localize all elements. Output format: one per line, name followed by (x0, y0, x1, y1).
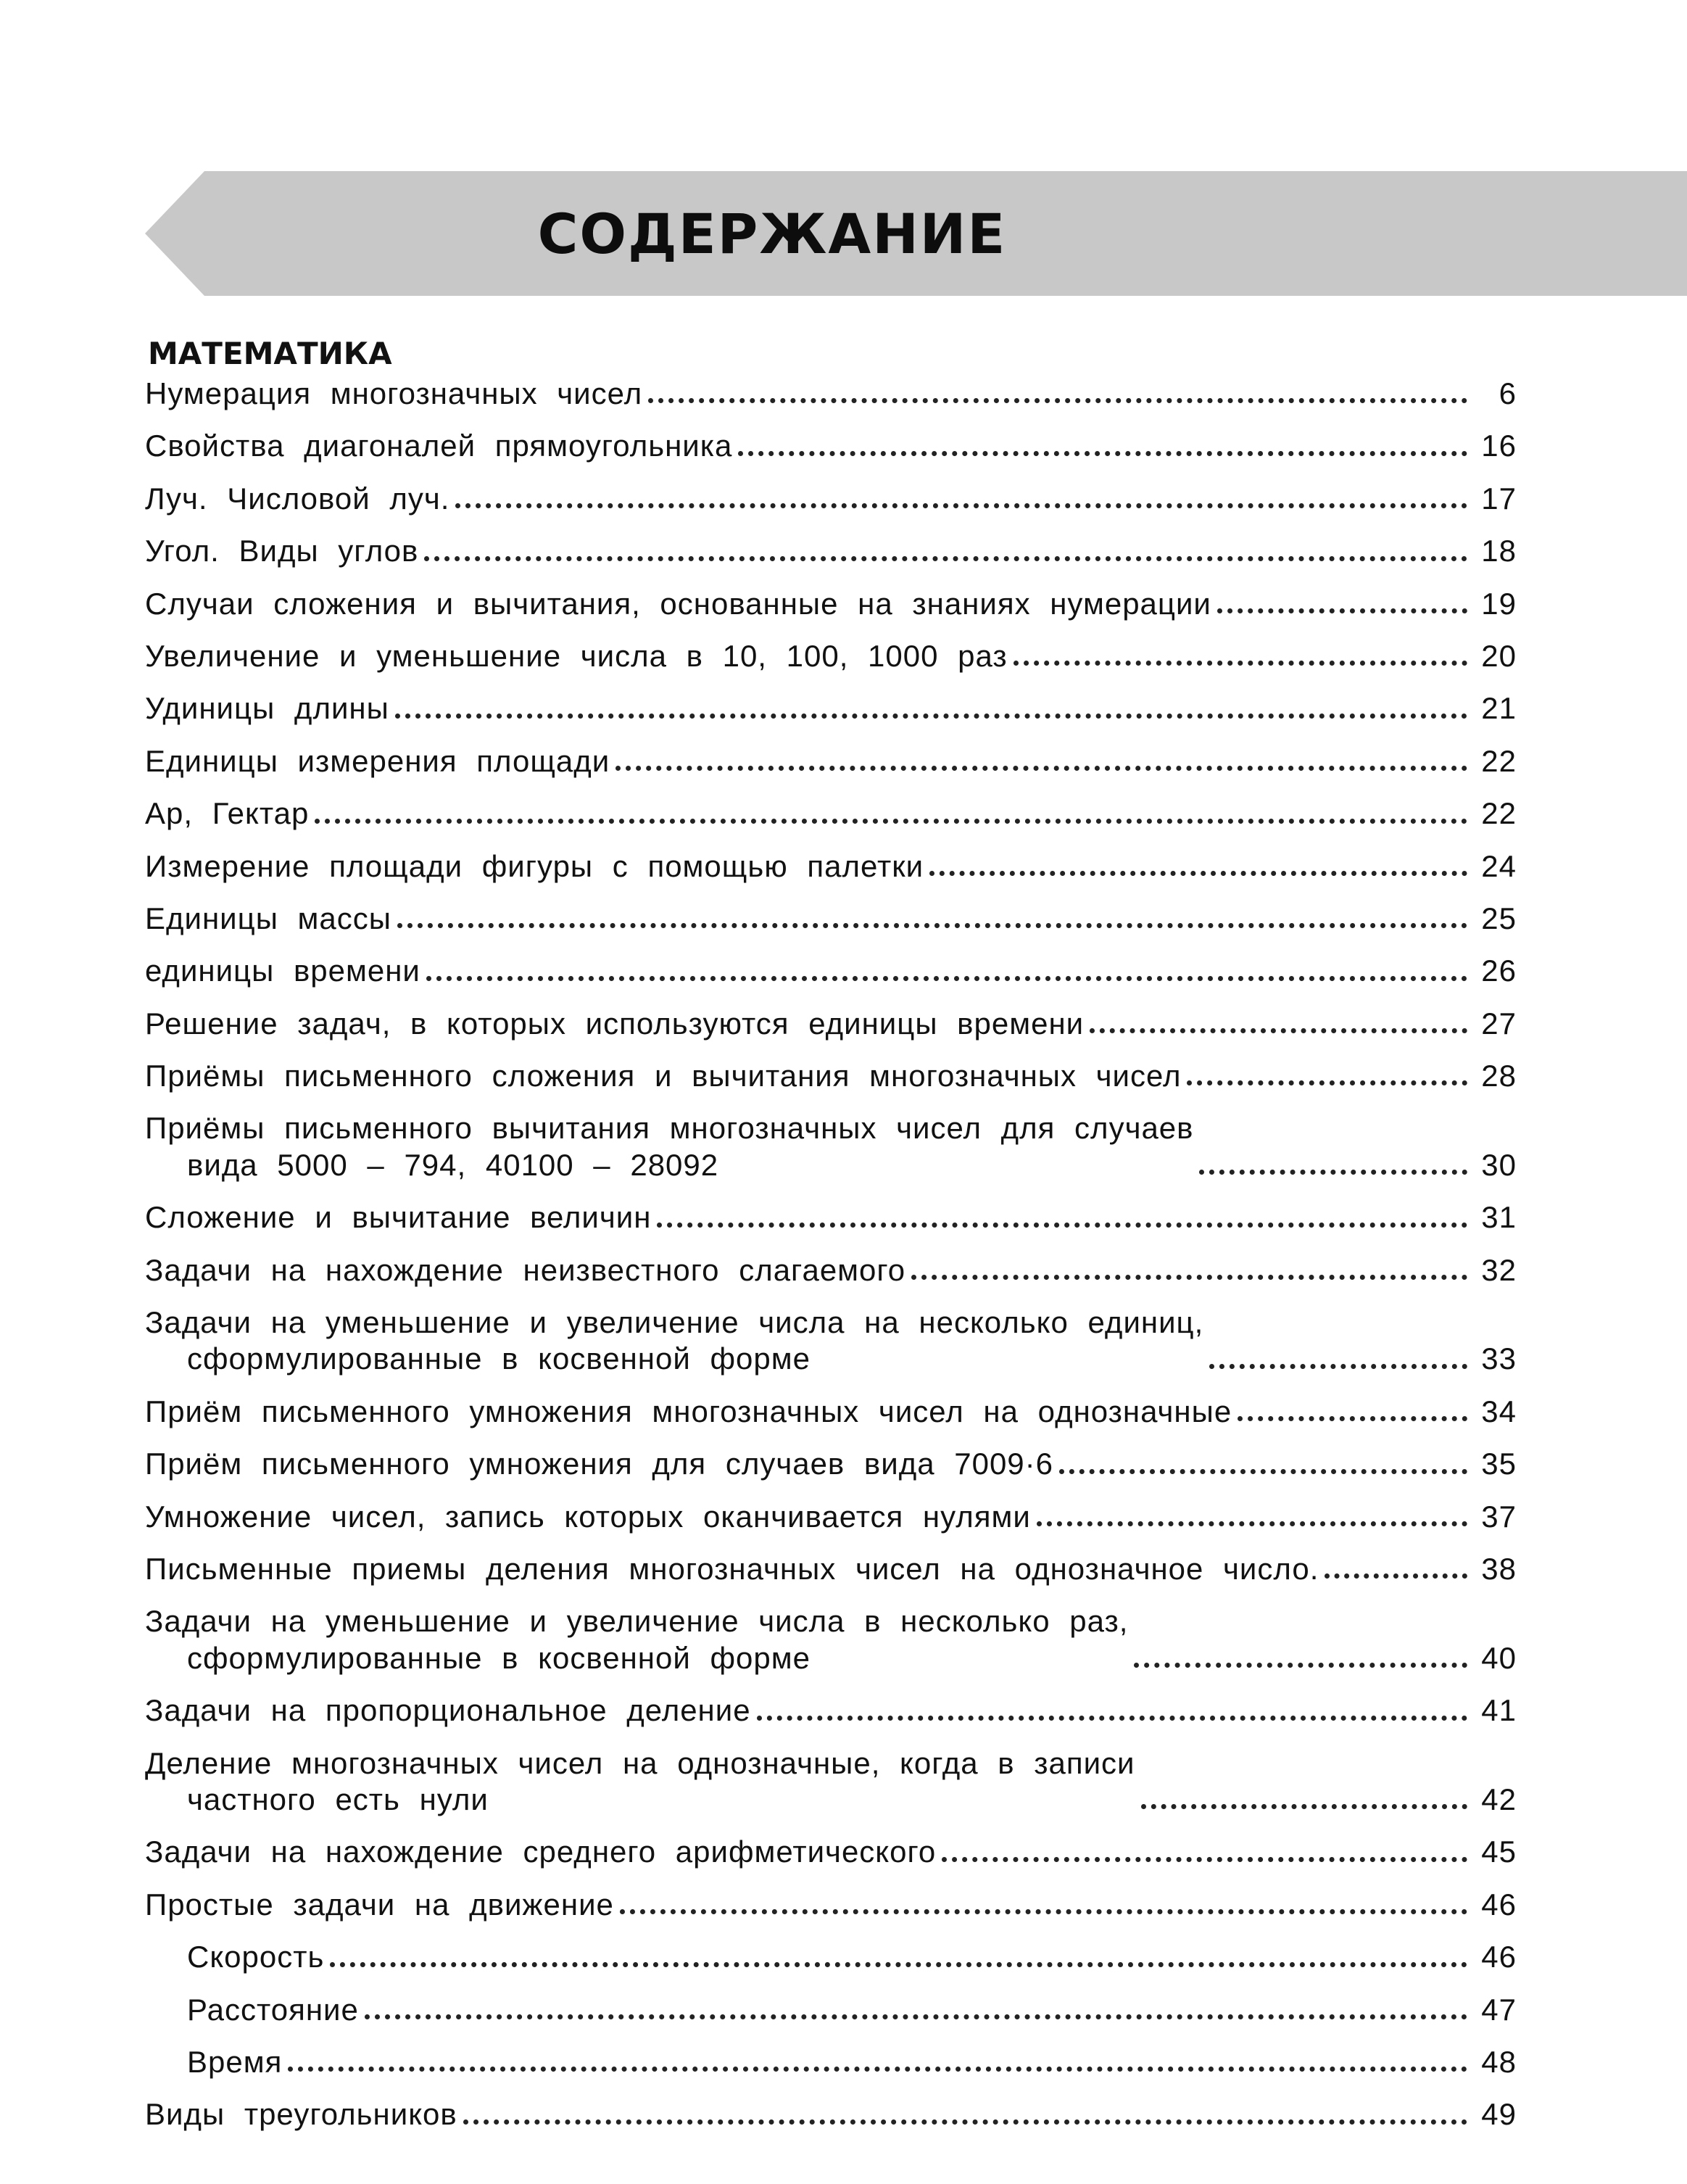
toc-entry[interactable] (145, 2044, 1517, 2080)
dot-leader (757, 1716, 1467, 1721)
toc-entry-title-line: Письменные приемы деления многозначных чисел на однозначное число. (145, 1551, 1319, 1586)
toc-entry-page-number: 45 (1481, 1835, 1517, 1869)
dot-leader (455, 503, 1467, 508)
toc-entry-page-number: 32 (1481, 1252, 1517, 1287)
toc-entry-title-line: Приём письменного умножения для случаев вида 7009·6 (145, 1447, 1054, 1481)
toc-entry-title-line: Скорость (187, 1940, 325, 1974)
toc-entry-label-wrap (145, 1199, 1472, 1236)
toc-entry-page-number: 16 (1481, 429, 1517, 463)
section-heading: МАТЕМАТИКА (148, 336, 392, 371)
dot-leader (929, 871, 1467, 876)
dot-leader (620, 1909, 1467, 1914)
toc-entry-page-number: 22 (1481, 796, 1517, 831)
toc-entry-page-number: 20 (1481, 638, 1517, 673)
toc-entry[interactable] (145, 1551, 1517, 1587)
toc-entry-title-line: Простые задачи на движение (145, 1887, 614, 1922)
toc-entry-label-wrap (145, 1252, 1472, 1289)
toc-entry[interactable] (145, 1058, 1517, 1094)
toc-entry[interactable] (145, 481, 1517, 517)
toc-entry-title-line: Задачи на уменьшение и увеличение числа в несколько раз, (145, 1604, 1129, 1639)
dot-leader (395, 713, 1467, 719)
toc-entry-title (145, 1834, 936, 1870)
toc-entry-page-number: 34 (1481, 1394, 1517, 1428)
toc-entry-title-line: Ар, Гектар (145, 796, 310, 831)
toc-entry-title (145, 1304, 1203, 1378)
toc-entry-title-line: Сложение и вычитание величин (145, 1200, 652, 1235)
toc-entry-title (145, 1394, 1232, 1430)
toc-entry-title-line: Задачи на пропорциональное деление (145, 1693, 751, 1728)
toc-entry-title (145, 376, 642, 412)
toc-entry-label-wrap (145, 638, 1472, 674)
dot-leader (1199, 1170, 1467, 1175)
toc-entry-page-number: 49 (1481, 2097, 1517, 2132)
toc-entry-title (145, 1887, 614, 1923)
toc-entry[interactable] (145, 533, 1517, 569)
toc-entry[interactable] (145, 1446, 1517, 1482)
toc-entry-title-line: единицы времени (145, 954, 420, 988)
dot-leader (615, 766, 1467, 771)
toc-entry[interactable] (145, 743, 1517, 779)
toc-entry[interactable] (145, 1939, 1517, 1975)
toc-entry-title (145, 428, 732, 464)
toc-entry-page-number: 47 (1481, 1992, 1517, 2027)
toc-entry-page-number: 48 (1481, 2044, 1517, 2079)
toc-entry-label-wrap (145, 376, 1472, 412)
dot-leader (315, 819, 1467, 824)
toc-entry-title-line: Задачи на нахождение неизвестного слагаемого (145, 1252, 906, 1287)
dot-leader (424, 556, 1467, 561)
toc-entry-title-continuation: вида 5000 – 794, 40100 – 28092 (187, 1147, 719, 1182)
toc-entry-label-wrap (145, 428, 1472, 464)
toc-entry-title (187, 1939, 324, 1975)
toc-entry-title-line: Единицы массы (145, 901, 391, 935)
dot-leader (738, 451, 1467, 456)
toc-entry[interactable] (145, 1006, 1517, 1042)
toc-entry[interactable] (145, 428, 1517, 464)
toc-entry-title-line: Деление многозначных чисел на однозначные, когда в записи (145, 1745, 1135, 1780)
dot-leader (1187, 1080, 1467, 1085)
toc-entry-label-wrap (145, 1304, 1472, 1378)
toc-entry-page-number: 17 (1481, 481, 1517, 516)
toc-entry-title (145, 586, 1211, 622)
dot-leader (1090, 1028, 1467, 1033)
toc-entry-label-wrap (145, 1006, 1472, 1042)
toc-entry-title-line: Решение задач, в которых используются единицы времени (145, 1006, 1085, 1041)
toc-entry[interactable] (145, 1199, 1517, 1236)
dot-leader (657, 1223, 1467, 1228)
dot-leader (426, 976, 1467, 981)
toc-entry[interactable] (145, 1110, 1517, 1183)
toc-entry-title-line: Задачи на нахождение среднего арифметического (145, 1835, 937, 1869)
toc-entry-title-line: Виды треугольников (145, 2097, 457, 2132)
toc-entry-title (145, 795, 309, 832)
dot-leader (365, 2014, 1467, 2019)
page-title: СОДЕРЖАНИЕ (537, 201, 1007, 266)
toc-entry-label-wrap (187, 1939, 1472, 1975)
toc-entry[interactable] (145, 1887, 1517, 1923)
dot-leader (1037, 1521, 1467, 1526)
toc-entry-page-number: 33 (1481, 1341, 1517, 1376)
toc-entry[interactable] (145, 953, 1517, 989)
toc-entry-title (145, 743, 610, 779)
toc-entry-title-line: Приёмы письменного вычитания многозначных чисел для случаев (145, 1111, 1194, 1146)
dot-leader (648, 398, 1467, 403)
toc-entry-label-wrap (145, 2096, 1472, 2133)
toc-entry[interactable] (145, 1692, 1517, 1729)
toc-entry-label-wrap (145, 953, 1472, 989)
toc-entry-page-number: 18 (1481, 534, 1517, 568)
toc-entry-title (145, 1110, 1193, 1183)
toc-entry-title (187, 1992, 359, 2028)
toc-entry-label-wrap (145, 901, 1472, 937)
dot-leader (1014, 661, 1467, 666)
toc-entry-page-number: 42 (1481, 1782, 1517, 1816)
dot-leader (288, 2067, 1467, 2072)
toc-entry-page-number: 41 (1481, 1693, 1517, 1728)
dot-leader (942, 1857, 1467, 1862)
toc-entry-label-wrap (145, 1603, 1472, 1676)
toc-entry[interactable] (145, 795, 1517, 832)
toc-entry-title (145, 1551, 1319, 1587)
toc-entry-page-number: 31 (1481, 1200, 1517, 1235)
toc-entry[interactable] (145, 848, 1517, 885)
dot-leader (1325, 1573, 1467, 1579)
table-of-contents (145, 376, 1517, 2149)
toc-entry-title-line: Время (187, 2044, 283, 2079)
toc-entry[interactable] (145, 690, 1517, 727)
toc-entry-label-wrap (145, 743, 1472, 779)
toc-entry-page-number: 25 (1481, 901, 1517, 935)
toc-entry-label-wrap (145, 1834, 1472, 1870)
toc-entry-label-wrap (145, 795, 1472, 832)
toc-entry-title-line: Луч. Числовой луч. (145, 481, 450, 516)
toc-entry-title (145, 1006, 1084, 1042)
toc-entry-title (145, 533, 418, 569)
dot-leader (911, 1275, 1467, 1280)
dot-leader (1238, 1416, 1467, 1421)
toc-entry-title-line: Удиницы длины (145, 691, 389, 726)
toc-entry-label-wrap (145, 690, 1472, 727)
toc-entry-label-wrap (145, 1446, 1472, 1482)
toc-entry-label-wrap (145, 1692, 1472, 1729)
toc-entry-page-number: 28 (1481, 1059, 1517, 1093)
toc-entry-title (145, 848, 924, 885)
toc-entry-title (145, 1499, 1031, 1535)
toc-entry-title-continuation: сформулированные в косвенной форме (187, 1640, 811, 1675)
toc-entry-title-line: Нумерация многозначных чисел (145, 376, 643, 410)
toc-entry-page-number: 30 (1481, 1147, 1517, 1182)
dot-leader (463, 2119, 1467, 2125)
toc-entry-title (145, 1252, 905, 1289)
toc-entry-title (145, 901, 391, 937)
toc-entry-label-wrap (145, 1551, 1472, 1587)
toc-entry-page-number: 26 (1481, 954, 1517, 988)
dot-leader (330, 1962, 1467, 1967)
toc-entry-title-line: Случаи сложения и вычитания, основанные на знаниях нумерации (145, 586, 1211, 621)
toc-entry[interactable] (145, 1992, 1517, 2028)
toc-entry-title-continuation: частного есть нули (187, 1782, 489, 1816)
dot-leader (1217, 608, 1467, 613)
toc-entry[interactable] (145, 1394, 1517, 1430)
toc-entry-title (145, 690, 389, 727)
toc-entry-title (145, 1058, 1181, 1094)
dot-leader (1134, 1663, 1467, 1668)
toc-entry-label-wrap (145, 481, 1472, 517)
toc-entry-title-line: Умножение чисел, запись которых оканчивается нулями (145, 1499, 1031, 1534)
toc-entry-title (145, 1603, 1128, 1676)
toc-entry-label-wrap (145, 1887, 1472, 1923)
toc-entry-title-line: Задачи на уменьшение и увеличение числа на несколько единиц, (145, 1305, 1204, 1340)
toc-entry[interactable] (145, 1603, 1517, 1676)
toc-entry-title-line: Свойства диагоналей прямоугольника (145, 429, 733, 463)
toc-entry-label-wrap (145, 848, 1472, 885)
toc-entry[interactable] (145, 1834, 1517, 1870)
toc-entry-page-number: 6 (1499, 376, 1517, 410)
toc-entry-label-wrap (145, 1058, 1472, 1094)
toc-entry-title-continuation: сформулированные в косвенной форме (187, 1341, 811, 1376)
toc-entry[interactable] (145, 1745, 1517, 1819)
toc-entry-page-number: 21 (1481, 691, 1517, 726)
toc-entry-title-line: Приём письменного умножения многозначных чисел на однозначные (145, 1394, 1232, 1428)
toc-entry-label-wrap (145, 586, 1472, 622)
toc-entry-title (145, 1692, 751, 1729)
toc-entry-label-wrap (187, 1992, 1472, 2028)
dot-leader (397, 923, 1467, 928)
toc-entry-page-number: 19 (1481, 586, 1517, 621)
toc-entry-label-wrap (145, 533, 1472, 569)
toc-entry-page-number: 22 (1481, 743, 1517, 778)
toc-entry-title (145, 953, 420, 989)
toc-entry-title-line: Расстояние (187, 1992, 359, 2027)
toc-entry-label-wrap (145, 1110, 1472, 1183)
toc-entry[interactable] (145, 638, 1517, 674)
toc-entry-title (145, 638, 1008, 674)
toc-entry-page-number: 24 (1481, 848, 1517, 883)
toc-entry-page-number: 37 (1481, 1499, 1517, 1534)
toc-entry[interactable] (145, 1499, 1517, 1535)
toc-entry-page-number: 46 (1481, 1887, 1517, 1922)
toc-entry-page-number: 27 (1481, 1006, 1517, 1041)
dot-leader (1059, 1469, 1467, 1474)
toc-entry-title-line: Измерение площади фигуры с помощью палетки (145, 848, 924, 883)
toc-entry-page-number: 38 (1481, 1551, 1517, 1586)
toc-entry-title-line: Угол. Виды углов (145, 534, 419, 568)
toc-entry-page-number: 46 (1481, 1940, 1517, 1974)
toc-entry[interactable] (145, 1304, 1517, 1378)
toc-entry[interactable] (145, 376, 1517, 412)
toc-entry-label-wrap (187, 2044, 1472, 2080)
toc-entry-label-wrap (145, 1745, 1472, 1819)
dot-leader (1141, 1804, 1468, 1809)
toc-entry[interactable] (145, 1252, 1517, 1289)
toc-entry-label-wrap (145, 1394, 1472, 1430)
toc-entry-label-wrap (145, 1499, 1472, 1535)
toc-entry-title (145, 2096, 457, 2133)
toc-entry[interactable] (145, 2096, 1517, 2133)
toc-entry-title (145, 1446, 1053, 1482)
toc-entry-title-line: Приёмы письменного сложения и вычитания многозначных чисел (145, 1059, 1182, 1093)
toc-entry-title (145, 481, 449, 517)
dot-leader (1209, 1364, 1467, 1369)
toc-entry[interactable] (145, 586, 1517, 622)
toc-entry-title-line: Единицы измерения площади (145, 743, 610, 778)
toc-entry-title (145, 1745, 1135, 1819)
toc-entry-title (187, 2044, 282, 2080)
toc-entry-page-number: 40 (1481, 1640, 1517, 1675)
toc-entry-title-line: Увеличение и уменьшение числа в 10, 100, 1000 раз (145, 638, 1008, 673)
toc-entry[interactable] (145, 901, 1517, 937)
toc-entry-page-number: 35 (1481, 1447, 1517, 1481)
toc-entry-title (145, 1199, 651, 1236)
